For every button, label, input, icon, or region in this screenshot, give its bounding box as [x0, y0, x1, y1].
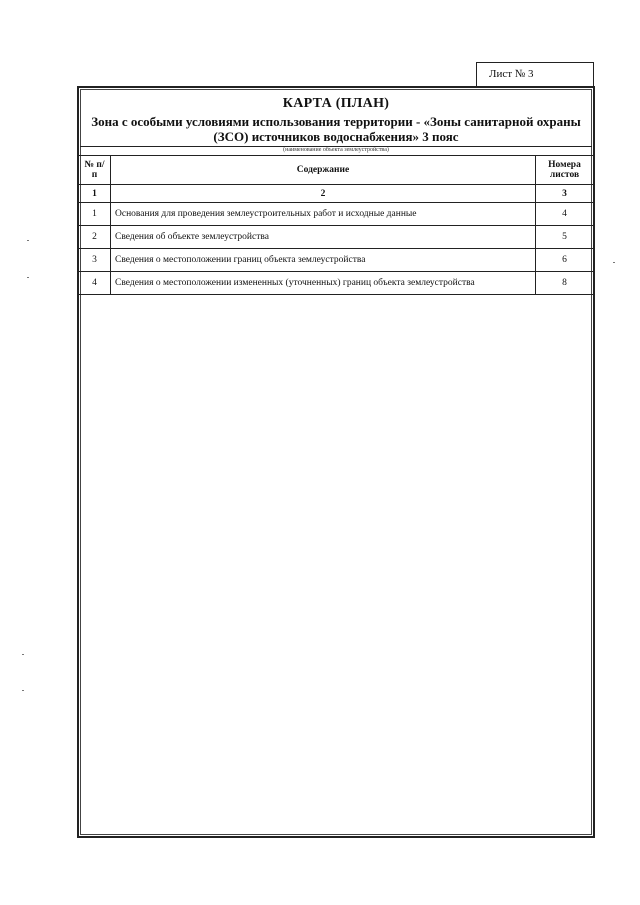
scan-speck: [22, 690, 24, 691]
row-num: 3: [79, 249, 111, 272]
page-title: КАРТА (ПЛАН): [282, 96, 390, 111]
row-pages: 8: [536, 272, 594, 295]
row-text: Сведения о местоположении границ объекта землеустройства: [111, 249, 536, 272]
table-row: [79, 226, 594, 249]
object-name: Зона с особыми условиями использования территории - «Зоны санитарной охраны (ЗСО) источников водоснабжения» 3 пояс: [91, 114, 581, 144]
row-pages: 4: [536, 203, 594, 226]
row-num: 1: [79, 203, 111, 226]
table-index-row: [79, 185, 594, 203]
index-cell: 1: [79, 185, 111, 203]
scan-speck: [27, 277, 29, 278]
row-text: Основания для проведения землеустроительных работ и исходные данные: [111, 203, 536, 226]
index-cell: 2: [111, 185, 536, 203]
row-num: 4: [79, 272, 111, 295]
scan-speck: [613, 262, 615, 263]
header-content: Содержание: [111, 156, 536, 185]
index-cell: 3: [536, 185, 594, 203]
scan-speck: [22, 654, 24, 655]
row-text: Сведения об объекте землеустройства: [111, 226, 536, 249]
row-num: 2: [79, 226, 111, 249]
object-name-caption: (наименование объекта землеустройства): [283, 147, 389, 153]
row-text: Сведения о местоположении измененных (уточненных) границ объекта землеустройства: [111, 272, 536, 295]
row-pages: 5: [536, 226, 594, 249]
header-num: № п/п: [79, 156, 111, 185]
table-header-row: [79, 156, 594, 185]
table-row: [79, 249, 594, 272]
contents-table: [78, 155, 594, 295]
table-row: [79, 203, 594, 226]
scan-speck: [27, 240, 29, 241]
row-pages: 6: [536, 249, 594, 272]
header-pages: Номера листов: [536, 156, 594, 185]
table-row: [79, 272, 594, 295]
sheet-number-label: Лист № 3: [476, 62, 594, 86]
